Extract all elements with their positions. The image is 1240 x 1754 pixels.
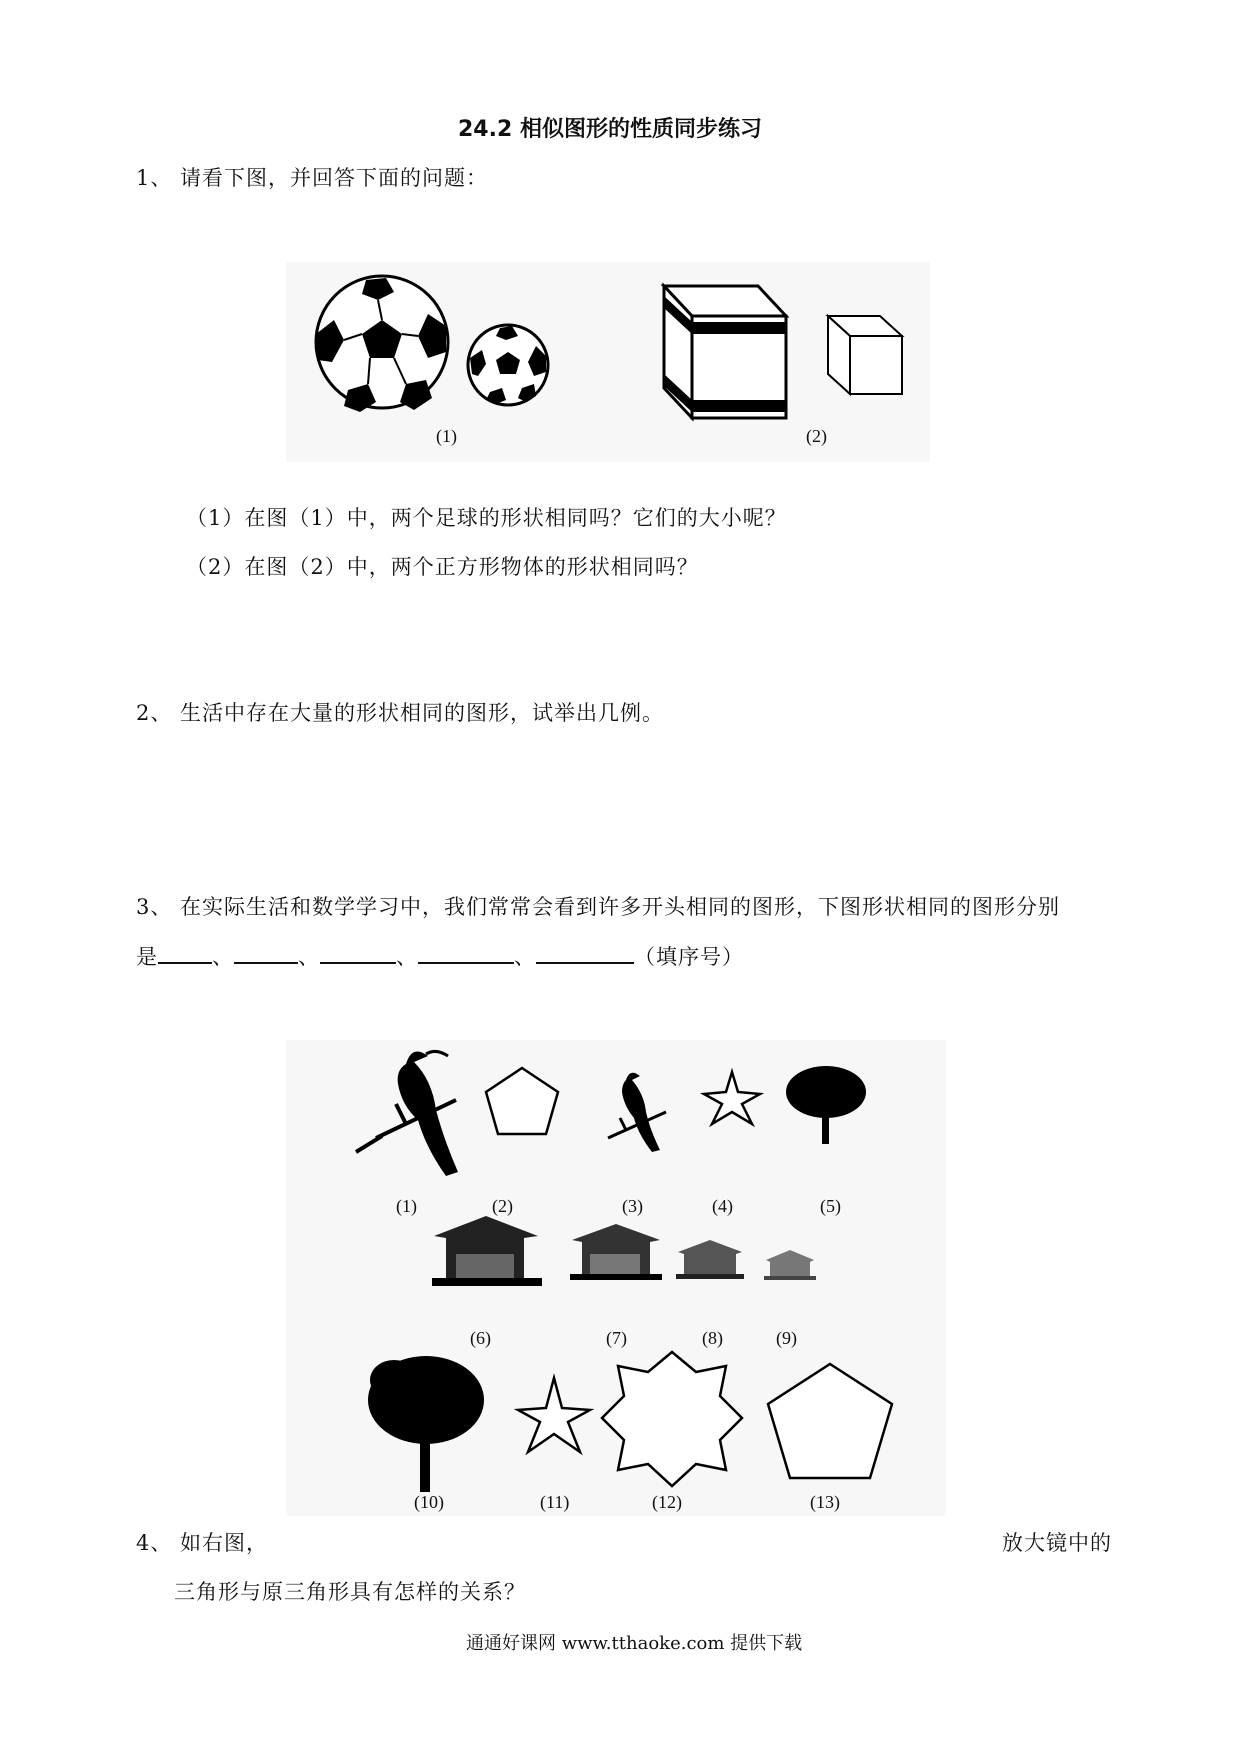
octagram	[602, 1352, 742, 1486]
bird-small	[608, 1073, 666, 1152]
temple-7	[570, 1224, 662, 1280]
page-title: 24.2 相似图形的性质同步练习	[458, 117, 762, 142]
shape-label-4: (4)	[712, 1196, 733, 1216]
q1-sub2: （2）在图（2）中，两个正方形物体的形状相同吗？	[186, 555, 699, 579]
q1-sub1: （1）在图（1）中，两个足球的形状相同吗？它们的大小呢？	[186, 506, 787, 530]
q3-line2	[136, 941, 744, 971]
shape-label-10: (10)	[414, 1492, 444, 1512]
shape-label-11: (11)	[540, 1492, 570, 1512]
temple-6	[432, 1216, 542, 1286]
q3-separator: 、	[396, 945, 418, 969]
shape-label-2: (2)	[492, 1196, 513, 1216]
temple-8	[676, 1240, 744, 1279]
shape-label-6: (6)	[470, 1328, 491, 1348]
shape-label-13: (13)	[810, 1492, 840, 1512]
q4-line1-left: 4、 如右图，	[136, 1531, 269, 1555]
tree-large	[368, 1356, 484, 1492]
shape-label-12: (12)	[652, 1492, 682, 1512]
page-footer: 通通好课网 www.tthaoke.com 提供下载	[466, 1633, 803, 1654]
q1-prompt: 1、 请看下图，并回答下面的问题：	[136, 166, 489, 190]
shape-label-1: (1)	[396, 1196, 417, 1216]
q2-prompt: 2、 生活中存在大量的形状相同的图形，试举出几例。	[136, 701, 665, 725]
pentagon-small	[486, 1068, 558, 1134]
answer-blank-1[interactable]	[158, 942, 212, 964]
bird-large	[356, 1051, 458, 1176]
figure-1-label-1: (1)	[436, 426, 457, 446]
shape-label-9: (9)	[776, 1328, 797, 1348]
answer-blank-5[interactable]	[536, 942, 634, 964]
figure-2	[286, 1040, 946, 1516]
figure-1-drawing	[286, 262, 930, 462]
temple-9	[764, 1250, 816, 1280]
q3-line2-start: 是	[136, 945, 158, 969]
figure-2-drawing	[286, 1040, 946, 1516]
cube-small	[828, 316, 902, 394]
q4-line2: 三角形与原三角形具有怎样的关系？	[174, 1580, 526, 1604]
cube-large	[664, 286, 786, 418]
q3-separator: 、	[514, 945, 536, 969]
q3-separator: 、	[298, 945, 320, 969]
pentagon-large	[768, 1364, 892, 1478]
shape-label-7: (7)	[606, 1328, 627, 1348]
soccer-ball-large	[316, 276, 448, 412]
tree-small	[786, 1066, 866, 1144]
shape-label-5: (5)	[820, 1196, 841, 1216]
figure-1-label-2: (2)	[806, 426, 827, 446]
shape-label-3: (3)	[622, 1196, 643, 1216]
star-large	[518, 1378, 590, 1452]
q4-line1-right: 放大镜中的	[1002, 1531, 1112, 1555]
answer-blank-3[interactable]	[320, 942, 396, 964]
star-small	[704, 1072, 760, 1124]
q3-separator: 、	[212, 945, 234, 969]
figure-1	[286, 262, 930, 462]
q3-suffix: （填序号）	[634, 945, 744, 969]
soccer-ball-small	[468, 325, 548, 405]
q3-line1: 3、 在实际生活和数学学习中，我们常常会看到许多开头相同的图形，下图形状相同的图形分别	[136, 895, 1061, 919]
shape-label-8: (8)	[702, 1328, 723, 1348]
answer-blank-2[interactable]	[234, 942, 298, 964]
answer-blank-4[interactable]	[418, 942, 514, 964]
